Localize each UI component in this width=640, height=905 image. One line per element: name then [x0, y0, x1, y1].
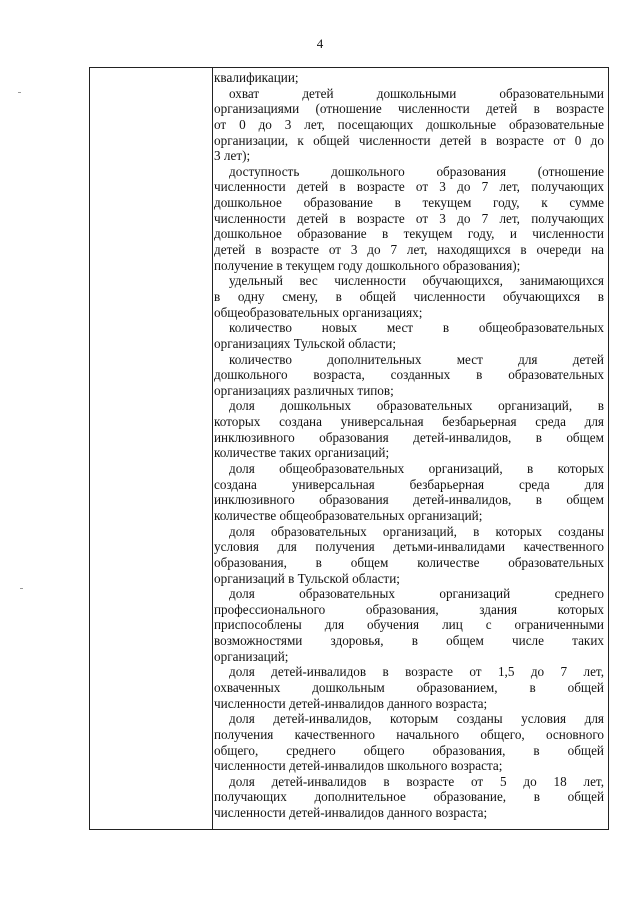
text-line: организациях Тульской области;	[214, 335, 396, 351]
text-line: удельный вес численности обучающихся, занимающихся	[229, 273, 604, 289]
text-line: доля образовательных организаций среднего	[229, 586, 604, 602]
text-line: организации, к общей численности детей в возрасте от 0 до	[214, 132, 604, 148]
text-line: доля детей-инвалидов, которым созданы условия для	[229, 711, 604, 727]
text-line: охват детей дошкольными образовательными	[229, 85, 604, 101]
text-line: дошкольного возраста, созданных в образовательных	[214, 367, 604, 383]
text-line: доля образовательных организаций, в которых созданы	[229, 523, 604, 539]
text-line: количестве общеобразовательных организаций;	[214, 507, 483, 523]
column-divider	[212, 67, 213, 830]
text-line: численности детей в возрасте от 3 до 7 лет, получающих	[214, 210, 604, 226]
text-line: количестве таких организаций;	[214, 445, 390, 461]
text-line: квалификации;	[214, 70, 299, 85]
text-line: организациях различных типов;	[214, 382, 394, 398]
text-line: организаций в Тульской области;	[214, 570, 400, 586]
text-line: доступность дошкольного образования (отношение	[229, 163, 604, 179]
text-line: численности детей-инвалидов данного возраста;	[214, 695, 488, 711]
text-line: доля детей-инвалидов в возрасте от 1,5 до 7 лет,	[229, 664, 604, 680]
scan-mark	[20, 588, 23, 589]
text-line: детей в возрасте от 3 до 7 лет, находящихся в очереди на	[214, 242, 604, 258]
text-line: общего, среднего общего образования, в общей	[214, 742, 604, 758]
text-line: получение в текущем году дошкольного образования);	[214, 257, 521, 273]
text-line: профессионального образования, здания которых	[214, 601, 604, 617]
text-line: 3 лет);	[214, 148, 251, 164]
text-line: доля общеобразовательных организаций, в которых	[229, 461, 604, 477]
scan-mark	[18, 92, 21, 93]
text-line: инклюзивного образования детей-инвалидов, в общем	[214, 429, 604, 445]
text-line: организациями (отношение численности детей в возрасте	[214, 101, 604, 117]
text-line: дошкольное образование в текущем году, и численности	[214, 226, 604, 242]
text-line: численности детей-инвалидов школьного возраста;	[214, 758, 503, 774]
table-cell-content	[214, 70, 604, 821]
text-line: дошкольное образование в текущем году, к сумме	[214, 195, 604, 211]
text-line: приспособлены для обучения лиц с ограниченными	[214, 617, 604, 633]
text-line: получающих дополнительное образование, в общей	[214, 789, 604, 805]
text-line: численности детей в возрасте от 3 до 7 лет, получающих	[214, 179, 604, 195]
text-line: в одну смену, в общей численности обучающихся в	[214, 288, 604, 304]
text-line: от 0 до 3 лет, посещающих дошкольные образовательные	[214, 116, 604, 132]
text-line: численности детей-инвалидов данного возраста;	[214, 805, 488, 821]
text-line: общеобразовательных организациях;	[214, 304, 423, 320]
text-line: количество дополнительных мест для детей	[229, 351, 604, 367]
text-line: количество новых мест в общеобразовательных	[229, 320, 604, 336]
text-line: возможностями здоровья, в общем числе таких	[214, 633, 604, 649]
text-line: доля детей-инвалидов в возрасте от 5 до 18 лет,	[229, 773, 604, 789]
text-line: доля дошкольных образовательных организаций, в	[229, 398, 604, 414]
text-line: получения качественного начального общего, основного	[214, 726, 604, 742]
page-number: 4	[316, 36, 324, 51]
text-line: инклюзивного образования детей-инвалидов, в общем	[214, 492, 604, 508]
text-line: создана универсальная безбарьерная среда для	[214, 476, 604, 492]
text-line: охваченных дошкольным образованием, в общей	[214, 679, 604, 695]
text-line: условия для получения детьми-инвалидами качественного	[214, 539, 604, 555]
text-line: образования, в общем количестве образовательных	[214, 554, 604, 570]
text-line: организаций;	[214, 648, 289, 664]
text-line: которых создана универсальная безбарьерная среда для	[214, 414, 604, 430]
